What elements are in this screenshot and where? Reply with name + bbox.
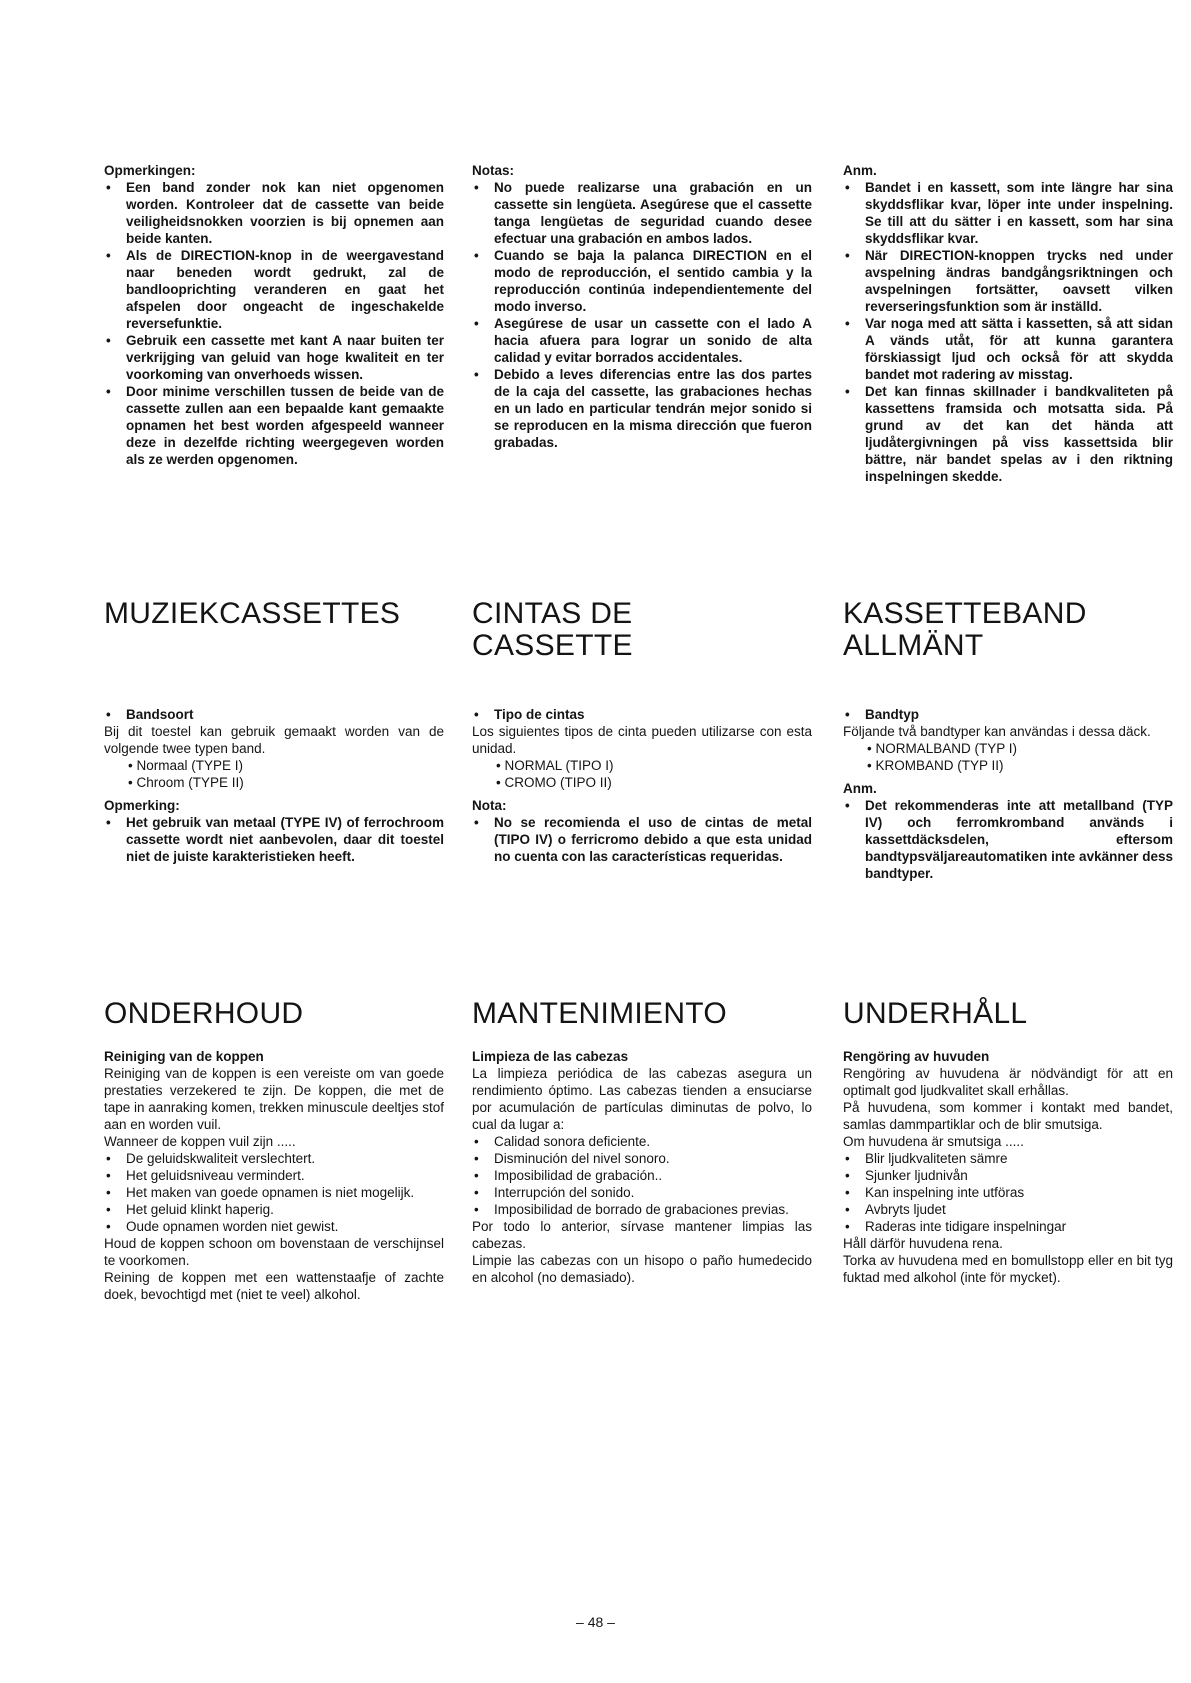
tape-type-bullet: • Bandsoort [104, 706, 444, 723]
list-item: • Blir ljudkvaliteten sämre [843, 1150, 1173, 1167]
after-text-1: Houd de koppen schoon om bovenstaan de verschijnsel te voorkomen. [104, 1236, 444, 1268]
list-item: • Calidad sonora deficiente. [472, 1133, 812, 1150]
after-text-1: Håll därför huvudena rena. [843, 1236, 1003, 1251]
page-number: – 48 – [576, 1614, 615, 1630]
note-heading: Anm. [843, 781, 877, 796]
list-item: • Cuando se baja la palanca DIRECTION en el modo de reproducción, el sentido cambia y la reproducción continúa independientemente del modo inverso. [472, 247, 812, 315]
section-title: UNDERHÅLL [843, 997, 1028, 1030]
section-title: ONDERHOUD [104, 997, 304, 1030]
list-item: • Oude opnamen worden niet gewist. [104, 1218, 444, 1235]
list-item: • Sjunker ljudnivån [843, 1167, 1173, 1184]
tape-type-1: • NORMAL (TIPO I) [496, 758, 614, 773]
list-item: • De geluidskwaliteit verslechtert. [104, 1150, 444, 1167]
section-title-line1: KASSETTEBAND [843, 597, 1087, 630]
cassettes-sv [843, 598, 1173, 882]
intro-text: Rengöring av huvudena är nödvändigt för att en optimalt god ljudkvalitet skall erhållas. [843, 1066, 1173, 1098]
notes-sv-list [843, 179, 1173, 485]
note-heading: Opmerking: [104, 798, 180, 813]
list-item: • Debido a leves diferencias entre las dos partes de la caja del cassette, las grabaciones hechas en un lado en particular tendrán mejor sonido si se reproducen en la misma dirección que fueron grabadas. [472, 366, 812, 451]
intro-text: Reiniging van de koppen is een vereiste om van goede prestaties verzekered te zijn. De koppen, die met de tape in aanraking komen, trekken minuscule deeltjes stof aan en worden vuil. [104, 1066, 444, 1132]
cassettes-es [472, 598, 812, 865]
tape-type-text: Los siguientes tipos de cinta pueden utilizarse con esta unidad. [472, 724, 812, 756]
after-text-2: Torka av huvudena med en bomullstopp eller en bit tyg fuktad med alkohol (inte för mycket). [843, 1253, 1173, 1285]
after-text-1: Por todo lo anterior, sírvase mantener limpias las cabezas. [472, 1219, 812, 1251]
list-item: • Het geluid klinkt haperig. [104, 1201, 444, 1218]
list-item: • Det kan finnas skillnader i bandkvaliteten på kassettens framsida och motsatta sida. På grund av det kan det hända att ljudåtergivningen på viss kassettsida blir bättre, när bandet spelas av i den riktning inspelningen skedde. [843, 383, 1173, 485]
tape-type-2: • KROMBAND (TYP II) [867, 758, 1004, 773]
list-item: • Var noga med att sätta i kassetten, så att sidan A vänds utåt, för att kunna garantera förskiassigt ljud och också för att skydda bandet mot radering av misstag. [843, 315, 1173, 383]
symptom-list [104, 1150, 444, 1235]
cassettes-nl [104, 598, 444, 865]
maintenance-nl [104, 998, 444, 1303]
notes-es-heading: Notas: [472, 163, 515, 178]
notes-nl-list [104, 179, 444, 468]
list-item: • Interrupción del sonido. [472, 1184, 812, 1201]
notes-nl-heading: Opmerkingen: [104, 163, 196, 178]
after-text-2: Limpie las cabezas con un hisopo o paño humedecido en alcohol (no demasiado). [472, 1253, 812, 1285]
list-item: • Asegúrese de usar un cassette con el lado A hacia afuera para lograr un sonido de alta calidad y evitar borrados accidentales. [472, 315, 812, 366]
list-item: • Bandet i en kassett, som inte längre har sina skyddsflikar kvar, löper inte under inspelning. Se till att du sätter i en kassett, som har sina skyddsflikar kvar. [843, 179, 1173, 247]
notes-sv-heading: Anm. [843, 163, 877, 178]
section-title: MANTENIMIENTO [472, 997, 728, 1030]
tape-type-1: • Normaal (TYPE I) [128, 758, 243, 773]
intro-text-2: På huvudena, som kommer i kontakt med bandet, samlas dammpartiklar och de blir smutsiga. [843, 1100, 1173, 1132]
lead-text: Wanneer de koppen vuil zijn ..... [104, 1134, 296, 1149]
subtitle: Rengöring av huvuden [843, 1049, 990, 1064]
tape-type-2: • CROMO (TIPO II) [496, 775, 612, 790]
list-item: • Imposibilidad de grabación.. [472, 1167, 812, 1184]
list-item: • Het geluidsniveau vermindert. [104, 1167, 444, 1184]
note-text: • Het gebruik van metaal (TYPE IV) of ferrochroom cassette wordt niet aanbevolen, daar dit toestel niet de juiste karakteristieken heeft. [104, 814, 444, 865]
notes-nl [104, 162, 444, 468]
list-item: • Door minime verschillen tussen de beide van de cassette zullen aan een bepaalde kant gemaakte opnamen het best worden afgespeeld wanneer deze in dezelfde richting weergegeven worden als ze werden opgenomen. [104, 383, 444, 468]
subtitle: Limpieza de las cabezas [472, 1049, 629, 1064]
list-item: • Gebruik een cassette met kant A naar buiten ter verkrijging van geluid van hoge kwaliteit en ter voorkoming van onverhoeds wissen. [104, 332, 444, 383]
note-text: • No se recomienda el uso de cintas de metal (TIPO IV) o ferricromo debido a que esta unidad no cuenta con las características requeridas. [472, 814, 812, 865]
section-title-line1: CINTAS DE [472, 597, 633, 630]
maintenance-sv [843, 998, 1173, 1286]
symptom-list [843, 1150, 1173, 1235]
notes-sv [843, 162, 1173, 485]
note-heading: Nota: [472, 798, 507, 813]
list-item: • Het maken van goede opnamen is niet mogelijk. [104, 1184, 444, 1201]
list-item: • Een band zonder nok kan niet opgenomen worden. Kontroleer dat de cassette van beide veiligheidsnokken voorzien is bij opnemen aan beide kanten. [104, 179, 444, 247]
symptom-list [472, 1133, 812, 1218]
section-title-line2: ALLMÄNT [843, 629, 984, 662]
after-text-2: Reining de koppen met een wattenstaafje of zachte doek, bevochtigd met (niet te veel) alkohol. [104, 1270, 444, 1302]
tape-type-text: Följande två bandtyper kan användas i dessa däck. [843, 724, 1151, 739]
list-item: • Als de DIRECTION-knop in de weergavestand naar beneden wordt gedrukt, zal de bandlooprichting veranderen en gaat het afspelen door ongeacht de ingeschakelde reversefunktie. [104, 247, 444, 332]
list-item: • Disminución del nivel sonoro. [472, 1150, 812, 1167]
list-item: • Raderas inte tidigare inspelningar [843, 1218, 1173, 1235]
tape-type-2: • Chroom (TYPE II) [128, 775, 244, 790]
intro-text: La limpieza periódica de las cabezas asegura un rendimiento óptimo. Las cabezas tienden a ensuciarse por acumulación de partículas diminutas de polvo, lo cual da lugar a: [472, 1066, 812, 1132]
list-item: • Kan inspelning inte utföras [843, 1184, 1173, 1201]
note-text: • Det rekommenderas inte att metallband (TYP IV) och ferromkromband används i kassettdäcksdelen, eftersom bandtypsväljareautomatiken inte avkänner dess bandtyper. [843, 797, 1173, 882]
maintenance-es [472, 998, 812, 1286]
tape-type-bullet: • Tipo de cintas [472, 706, 812, 723]
section-title: MUZIEKCASSETTES [104, 597, 401, 630]
notes-es [472, 162, 812, 451]
subtitle: Reiniging van de koppen [104, 1049, 264, 1064]
list-item: • Avbryts ljudet [843, 1201, 1173, 1218]
list-item: • När DIRECTION-knoppen trycks ned under avspelning ändras bandgångsriktningen och avspelningen fortsätter, oavsett vilken reverseringsfunktion som är inställd. [843, 247, 1173, 315]
list-item: • No puede realizarse una grabación en un cassette sin lengüeta. Asegúrese que el cassette tanga lengüetas de seguridad cuando desee efectuar una grabación en ambos lados. [472, 179, 812, 247]
notes-es-list [472, 179, 812, 451]
lead-text: Om huvudena är smutsiga ..... [843, 1134, 1024, 1149]
tape-type-1: • NORMALBAND (TYP I) [867, 741, 1017, 756]
section-title-line2: CASSETTE [472, 629, 633, 662]
tape-type-text: Bij dit toestel kan gebruik gemaakt worden van de volgende twee typen band. [104, 724, 444, 756]
list-item: • Imposibilidad de borrado de grabaciones previas. [472, 1201, 812, 1218]
tape-type-bullet: • Bandtyp [843, 706, 1173, 723]
